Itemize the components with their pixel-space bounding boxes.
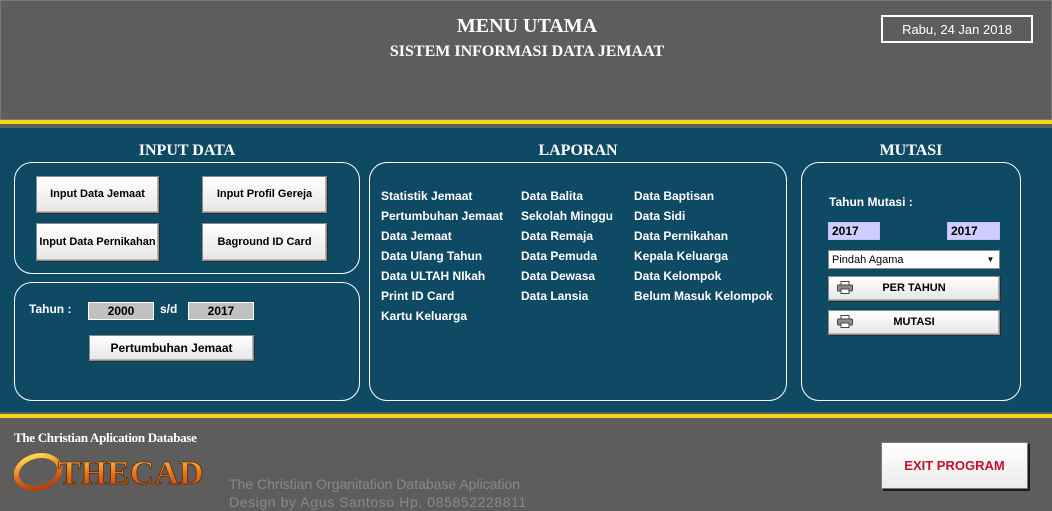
to-year-field[interactable]: 2017 [188, 302, 254, 320]
mutasi-type-select[interactable] [828, 250, 1000, 269]
thecad-logo [14, 448, 214, 498]
logo-caption: The Christian Aplication Database [14, 430, 197, 445]
report-kartu-keluarga[interactable]: Kartu Keluarga [381, 309, 468, 323]
printer-icon [837, 315, 853, 328]
per-tahun-button[interactable] [828, 276, 1000, 301]
report-kepala-keluarga[interactable]: Kepala Keluarga [634, 249, 729, 263]
credit-line-1: The Christian Organitation Database Aplication [229, 476, 521, 492]
pertumbuhan-jemaat-button[interactable]: Pertumbuhan Jemaat [89, 335, 254, 361]
mutasi-title: MUTASI [879, 142, 943, 159]
mutasi-from-year-field[interactable]: 2017 [828, 222, 880, 240]
mutasi-button[interactable] [828, 310, 1000, 335]
top-divider-stripe [0, 120, 1052, 124]
report-data-jemaat[interactable]: Data Jemaat [381, 229, 452, 243]
credit-line-2: Design by Agus Santoso Hp. 085852228811 [229, 494, 527, 510]
report-data-pernikahan[interactable]: Data Pernikahan [634, 229, 729, 243]
input-data-title: INPUT DATA [138, 142, 236, 159]
report-data-ultah-nikah[interactable]: Data ULTAH NIkah [381, 269, 486, 283]
sd-label: s/d [160, 302, 178, 316]
report-pertumbuhan-jemaat[interactable]: Pertumbuhan Jemaat [381, 209, 504, 223]
header-bar [0, 0, 1052, 120]
from-year-field[interactable]: 2000 [88, 302, 154, 320]
per-tahun-label: PER TAHUN [882, 282, 946, 294]
report-data-ulang-tahun[interactable]: Data Ulang Tahun [381, 249, 483, 263]
chevron-down-icon[interactable]: ▼ [986, 255, 995, 264]
page-subtitle: SISTEM INFORMASI DATA JEMAAT [389, 43, 665, 60]
mutasi-to-year-field[interactable]: 2017 [947, 222, 1000, 240]
page-title: MENU UTAMA [456, 15, 598, 37]
bottom-divider-stripe [0, 414, 1052, 418]
report-data-sidi[interactable]: Data Sidi [634, 209, 686, 223]
mutasi-label: MUTASI [893, 316, 935, 328]
exit-program-button[interactable]: EXIT PROGRAM [881, 442, 1028, 489]
tahun-mutasi-label: Tahun Mutasi : [829, 195, 913, 209]
report-data-dewasa[interactable]: Data Dewasa [521, 269, 596, 283]
report-print-id-card[interactable]: Print ID Card [381, 289, 455, 303]
report-belum-masuk-kelompok[interactable]: Belum Masuk Kelompok [634, 289, 773, 303]
report-statistik-jemaat[interactable]: Statistik Jemaat [381, 189, 473, 203]
report-data-pemuda[interactable]: Data Pemuda [521, 249, 598, 263]
tahun-label: Tahun : [29, 302, 72, 316]
report-sekolah-minggu[interactable]: Sekolah Minggu [521, 209, 614, 223]
date-display: Rabu, 24 Jan 2018 [881, 15, 1033, 43]
printer-icon [837, 281, 853, 294]
report-data-balita[interactable]: Data Balita [521, 189, 584, 203]
report-data-kelompok[interactable]: Data Kelompok [634, 269, 722, 283]
laporan-title: LAPORAN [538, 142, 618, 159]
report-data-baptisan[interactable]: Data Baptisan [634, 189, 715, 203]
mutasi-type-value: Pindah Agama [832, 253, 904, 266]
report-data-remaja[interactable]: Data Remaja [521, 229, 594, 243]
input-data-jemaat-button[interactable]: Input Data Jemaat [36, 176, 159, 213]
input-profil-gereja-button[interactable]: Input Profil Gereja [202, 176, 327, 213]
baground-id-card-button[interactable]: Baground ID Card [202, 223, 327, 261]
logo-text: THECAD [58, 455, 204, 492]
report-data-lansia[interactable]: Data Lansia [521, 289, 589, 303]
input-data-pernikahan-button[interactable]: Input Data Pernikahan [36, 223, 159, 261]
